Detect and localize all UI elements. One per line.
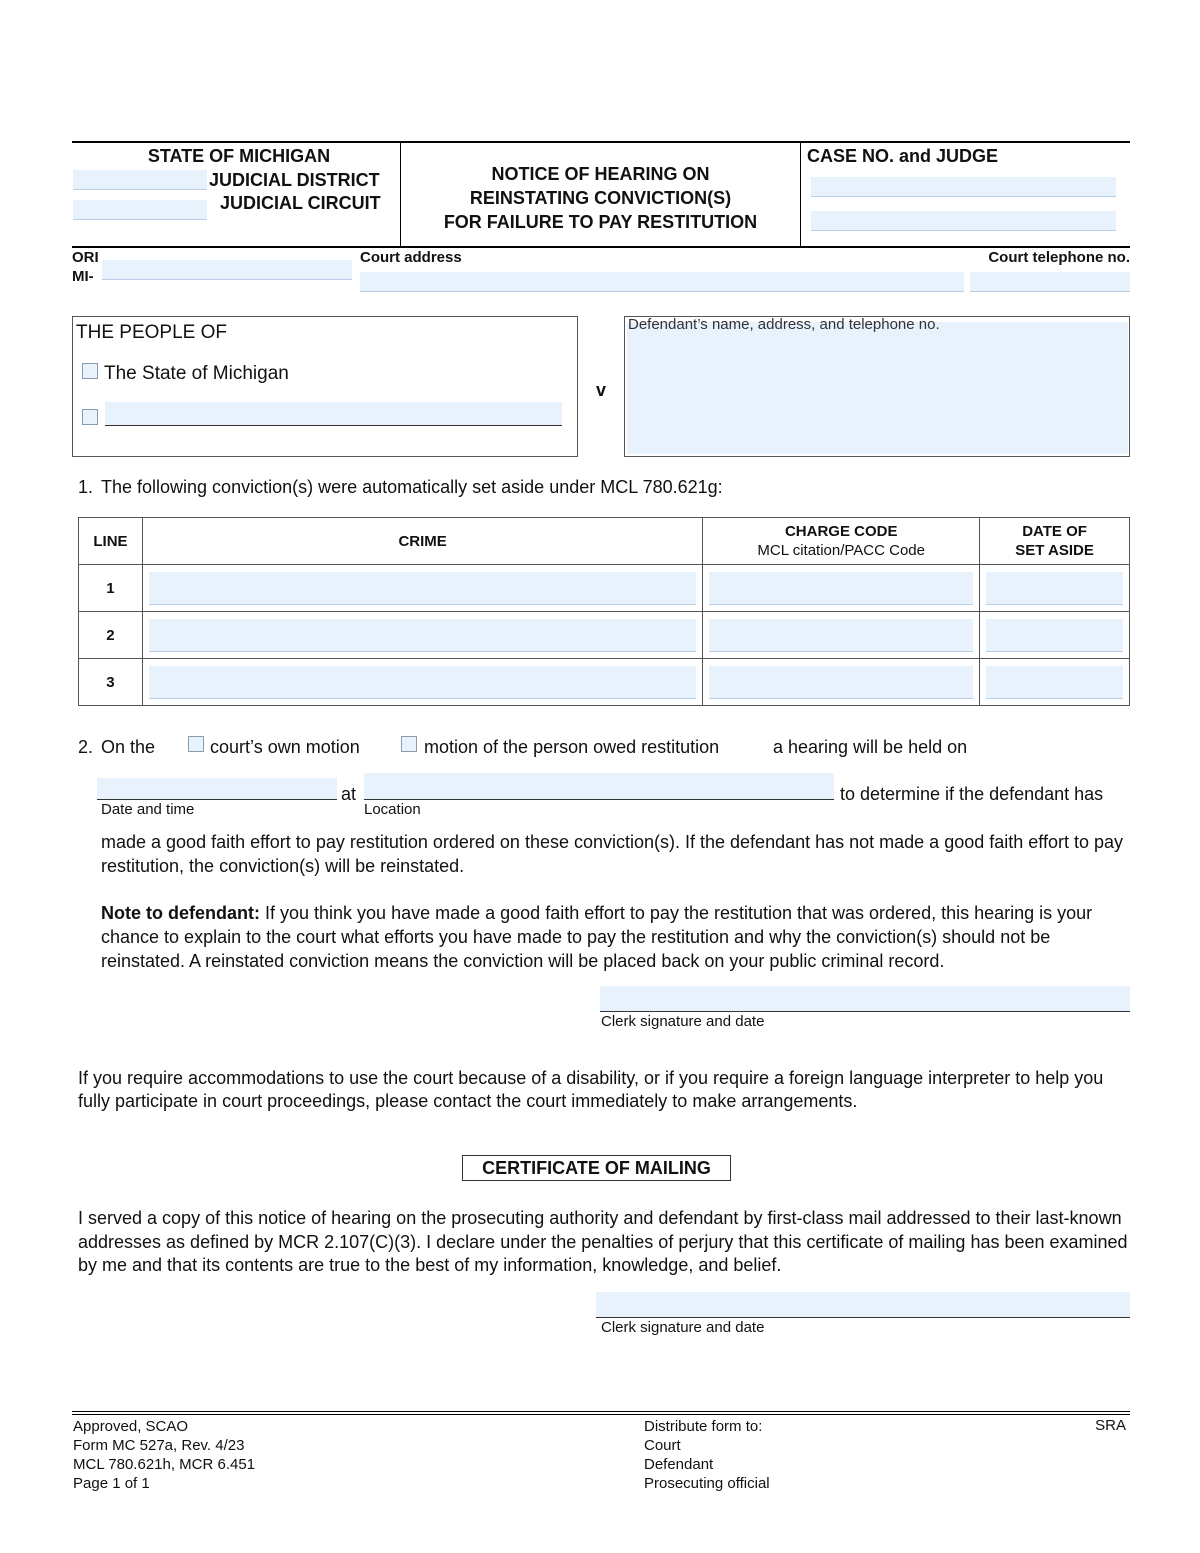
footer-left bbox=[73, 1417, 255, 1493]
judge-field[interactable] bbox=[811, 211, 1116, 231]
date-cell bbox=[980, 659, 1130, 706]
state-of-michigan-checkbox[interactable] bbox=[82, 363, 98, 379]
defendant-field[interactable] bbox=[627, 322, 1128, 454]
location-field[interactable] bbox=[364, 773, 834, 800]
form-title-line-1: NOTICE OF HEARING ON bbox=[491, 164, 710, 184]
charge-code-field-1[interactable] bbox=[709, 572, 973, 605]
state-heading: STATE OF MICHIGAN bbox=[147, 146, 331, 166]
person-owed-restitution-label: motion of the person owed restitution bbox=[424, 737, 720, 757]
note-label: Note to defendant: bbox=[101, 903, 260, 923]
defendant-label: Defendant’s name, address, and telephone no. bbox=[628, 316, 940, 333]
location-label: Location bbox=[364, 801, 421, 818]
line-number: 1 bbox=[79, 565, 143, 612]
distribute-prosecutor: Prosecuting official bbox=[644, 1475, 770, 1492]
item2-number: 2. bbox=[78, 737, 94, 757]
court-address-label: Court address bbox=[360, 249, 462, 266]
form-title bbox=[401, 162, 800, 234]
other-people-checkbox[interactable] bbox=[82, 409, 98, 425]
charge-code-field-2[interactable] bbox=[709, 619, 973, 652]
distribute-defendant: Defendant bbox=[644, 1456, 714, 1473]
ori-label: ORI bbox=[72, 249, 99, 266]
courts-own-motion-checkbox[interactable] bbox=[188, 736, 204, 752]
mi-label: MI- bbox=[72, 268, 94, 285]
crime-cell bbox=[142, 565, 702, 612]
date-cell bbox=[980, 565, 1130, 612]
line-number: 3 bbox=[79, 659, 143, 706]
clerk-signature-field-2[interactable] bbox=[596, 1292, 1130, 1318]
table-row bbox=[79, 659, 1130, 706]
crime-cell bbox=[142, 612, 702, 659]
charge-code-title: CHARGE CODE bbox=[784, 523, 898, 540]
charge-code-field-3[interactable] bbox=[709, 666, 973, 699]
table-header-row bbox=[79, 518, 1130, 565]
crime-field-2[interactable] bbox=[149, 619, 696, 652]
form-title-line-2: REINSTATING CONVICTION(S) bbox=[469, 188, 732, 208]
circuit-label: JUDICIAL CIRCUIT bbox=[220, 193, 381, 213]
circuit-number-field[interactable] bbox=[73, 200, 207, 220]
determine-text: to determine if the defendant has bbox=[840, 784, 1104, 804]
court-phone-field[interactable] bbox=[970, 272, 1130, 292]
item1-number: 1. bbox=[78, 477, 94, 497]
date-header-line-1: DATE OF bbox=[1022, 523, 1087, 540]
item2-on-the: On the bbox=[101, 737, 156, 757]
header-divider-right bbox=[800, 142, 801, 247]
date-set-aside-field-3[interactable] bbox=[986, 666, 1123, 699]
person-owed-restitution-checkbox[interactable] bbox=[401, 736, 417, 752]
form-number-text: Form MC 527a, Rev. 4/23 bbox=[73, 1437, 245, 1454]
item1-text: The following conviction(s) were automatically set aside under MCL 780.621g: bbox=[101, 477, 723, 497]
charge-code-cell bbox=[703, 565, 980, 612]
col-header-crime: CRIME bbox=[142, 518, 702, 565]
approved-text: Approved, SCAO bbox=[73, 1418, 189, 1435]
col-header-charge-code bbox=[703, 518, 980, 565]
date-set-aside-field-1[interactable] bbox=[986, 572, 1123, 605]
line-number: 2 bbox=[79, 612, 143, 659]
header-top-rule bbox=[72, 141, 1130, 143]
date-time-label: Date and time bbox=[101, 801, 195, 818]
district-label: JUDICIAL DISTRICT bbox=[209, 170, 380, 190]
versus-label: v bbox=[596, 380, 607, 400]
col-header-date bbox=[980, 518, 1130, 565]
footer-rule-1 bbox=[72, 1411, 1130, 1412]
clerk-signature-label-2: Clerk signature and date bbox=[601, 1319, 765, 1336]
page-number-text: Page 1 of 1 bbox=[73, 1475, 150, 1492]
mcl-text: MCL 780.621h, MCR 6.451 bbox=[73, 1456, 256, 1473]
accommodations-notice: If you require accommodations to use the court because of a disability, or if you require a foreign language interpreter to help you fully participate in court proceedings, please contact the court immediately to make arrangements. bbox=[78, 1068, 1104, 1111]
crime-cell bbox=[142, 659, 702, 706]
distribute-court: Court bbox=[644, 1437, 681, 1454]
clerk-signature-label-1: Clerk signature and date bbox=[601, 1013, 765, 1030]
court-phone-label: Court telephone no. bbox=[988, 249, 1130, 266]
header-bottom-rule bbox=[72, 246, 1130, 248]
date-header-line-2: SET ASIDE bbox=[1015, 542, 1094, 559]
case-number-field[interactable] bbox=[811, 177, 1116, 197]
note-to-defendant bbox=[101, 901, 1133, 973]
table-row bbox=[79, 565, 1130, 612]
col-header-line: LINE bbox=[79, 518, 143, 565]
case-judge-label: CASE NO. and JUDGE bbox=[807, 146, 999, 166]
footer-rule-2 bbox=[72, 1414, 1130, 1415]
hearing-held-on-text: a hearing will be held on bbox=[773, 737, 968, 757]
state-of-michigan-label: The State of Michigan bbox=[104, 363, 289, 384]
distribute-label: Distribute form to: bbox=[644, 1418, 763, 1435]
at-text: at bbox=[341, 784, 357, 804]
other-people-field[interactable] bbox=[105, 402, 562, 426]
date-time-field[interactable] bbox=[97, 778, 337, 800]
ori-field[interactable] bbox=[102, 260, 352, 280]
table-row bbox=[79, 612, 1130, 659]
court-address-field[interactable] bbox=[360, 272, 964, 292]
certificate-title: CERTIFICATE OF MAILING bbox=[462, 1155, 731, 1181]
charge-code-cell bbox=[703, 659, 980, 706]
form-title-line-3: FOR FAILURE TO PAY RESTITUTION bbox=[443, 212, 758, 232]
courts-own-motion-label: court’s own motion bbox=[210, 737, 360, 757]
clerk-signature-field-1[interactable] bbox=[600, 986, 1130, 1012]
charge-code-subtitle: MCL citation/PACC Code bbox=[757, 542, 925, 559]
date-cell bbox=[980, 612, 1130, 659]
note-text: If you think you have made a good faith effort to pay the restitution that was ordered, this hearing is your chance to explain to the court what efforts you have made to pay the restitution and why the conviction(s) should not be reinstated. A reinstated conviction means the conviction will be placed back on your public criminal record. bbox=[101, 903, 1093, 971]
good-faith-paragraph: made a good faith effort to pay restitution ordered on these conviction(s). If the defendant has not made a good faith effort to pay restitution, the conviction(s) will be reinstated. bbox=[101, 832, 1123, 876]
crime-field-3[interactable] bbox=[149, 666, 696, 699]
charge-code-cell bbox=[703, 612, 980, 659]
convictions-table bbox=[78, 517, 1130, 706]
district-number-field[interactable] bbox=[73, 170, 207, 190]
footer-distribute bbox=[644, 1417, 770, 1493]
certificate-text: I served a copy of this notice of hearing on the prosecuting authority and defendant by first-class mail addressed to their last-known addresses as defined by MCR 2.107(C)(3). I declare under the penalties of perjury that this certificate of mailing has been examined by me and that its contents are true to the best of my information, knowledge, and belief. bbox=[78, 1208, 1128, 1275]
date-set-aside-field-2[interactable] bbox=[986, 619, 1123, 652]
crime-field-1[interactable] bbox=[149, 572, 696, 605]
footer-code: SRA bbox=[1095, 1417, 1126, 1434]
people-of-label: THE PEOPLE OF bbox=[76, 322, 227, 343]
